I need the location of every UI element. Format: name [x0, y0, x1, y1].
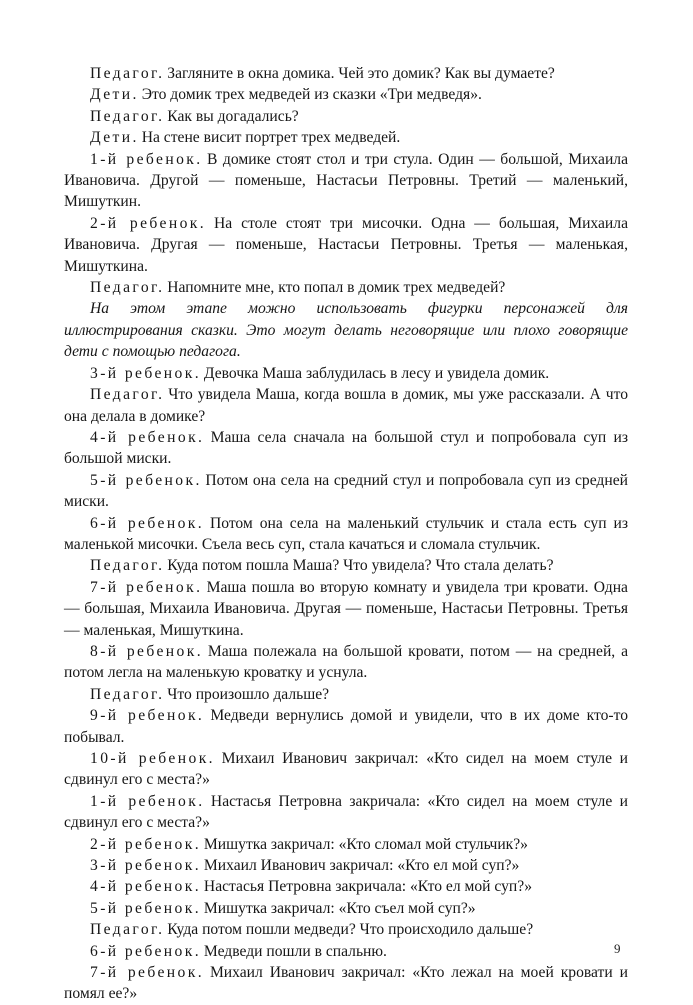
paragraph-23	[64, 876, 628, 897]
speaker-label: Педагог.	[90, 107, 165, 125]
speaker-label: 1-й ребенок.	[90, 792, 205, 810]
paragraph-text: Что увидела Маша, когда вошла в домик, мы уже рассказали. А что она делала в домике?	[64, 386, 628, 425]
paragraph-text: В домике стоят стол и три стула. Один — большой, Михаила Ивановича. Другой — поменьше, Настасьи Петровны. Третий — маленький, Мишуткин.	[64, 150, 628, 211]
paragraph-text: Маша пошла во вторую комнату и увидела три кровати. Одна — большая, Михаила Ивановича. Другая — поменьше, Настасьи Петровны. Третья — маленькая, Мишуткина.	[64, 578, 628, 639]
speaker-label: Педагог.	[90, 921, 165, 939]
paragraph-2	[64, 84, 628, 105]
speaker-label: 4-й ребенок.	[90, 428, 205, 446]
paragraph-22	[64, 855, 628, 876]
speaker-label: 1-й ребенок.	[90, 150, 203, 168]
paragraph-15	[64, 577, 628, 641]
speaker-label: 9-й ребенок.	[90, 707, 205, 725]
speaker-label: Педагог.	[90, 279, 165, 297]
paragraph-20	[64, 791, 628, 834]
paragraph-text: Потом она села на средний стул и попробовала суп из средней миски.	[64, 471, 628, 511]
paragraph-text: Загляните в окна домика. Чей это домик? Как вы думаете?	[163, 65, 555, 82]
paragraph-text: Медведи пошли в спальню.	[200, 942, 387, 960]
speaker-label: 3-й ребенок.	[90, 364, 202, 382]
page-number: 9	[614, 941, 621, 956]
speaker-label: 6-й ребенок.	[90, 942, 202, 960]
speaker-label: 6-й ребенок.	[90, 514, 205, 532]
speaker-label: Дети.	[90, 86, 139, 104]
paragraph-text: Михаил Иванович закричал: «Кто ел мой суп?»	[200, 857, 520, 875]
paragraph-text: Потом она села на маленький стульчик и стала есть суп из маленькой мисочки. Съела весь суп, стала качаться и сломала стульчик.	[64, 514, 628, 553]
speaker-label: Педагог.	[90, 386, 165, 404]
paragraph-text: Михаил Иванович закричал: «Кто лежал на моей кровати и помял ее?»	[64, 964, 628, 1003]
paragraph-3	[64, 106, 628, 127]
paragraph-16	[64, 641, 628, 684]
speaker-label: 7-й ребенок.	[90, 964, 205, 982]
paragraph-text: Куда потом пошли медведи? Что происходило дальше?	[163, 921, 534, 939]
paragraph-24	[64, 898, 628, 919]
paragraph-6	[64, 213, 628, 277]
paragraph-13	[64, 513, 628, 556]
paragraph-text: Это домик трех медведей из сказки «Три медведя».	[137, 86, 482, 104]
dialogue-text	[64, 63, 628, 1005]
paragraph-25	[64, 919, 628, 940]
speaker-label: Педагог.	[90, 557, 165, 575]
paragraph-text: Напомните мне, кто попал в домик трех медведей?	[163, 279, 506, 297]
speaker-label: 5-й ребенок.	[90, 471, 202, 489]
paragraph-19	[64, 748, 628, 791]
paragraph-text: Маша села сначала на большой стул и попробовала суп из большой миски.	[64, 428, 628, 468]
paragraph-text: Медведи вернулись домой и увидели, что в их доме кто-то побывал.	[64, 707, 628, 746]
paragraph-text: Настасья Петровна закричала: «Кто сидел на моем стуле и сдвинул его с места?»	[64, 792, 628, 832]
paragraph-12	[64, 470, 628, 513]
paragraph-text: На стене висит портрет трех медведей.	[137, 129, 401, 147]
paragraph-text: Девочка Маша заблудилась в лесу и увидела домик.	[200, 364, 550, 382]
speaker-label: 8-й ребенок.	[90, 642, 203, 660]
paragraph-10	[64, 384, 628, 427]
paragraph-text: Настасья Петровна закричала: «Кто ел мой суп?»	[200, 878, 532, 896]
speaker-label: 5-й ребенок.	[90, 899, 202, 917]
speaker-label: 2-й ребенок.	[90, 214, 207, 232]
paragraph-text: Маша полежала на большой кровати, потом — на средней, а потом легла на маленькую кроватку и уснула.	[64, 642, 628, 682]
speaker-label: 3-й ребенок.	[90, 857, 202, 875]
paragraph-1	[64, 63, 628, 84]
speaker-label: 4-й ребенок.	[90, 878, 202, 896]
speaker-label: Дети.	[90, 129, 139, 147]
methodical-note: На этом этапе можно использовать фигурки персонажей для иллюстрирования сказки. Это могут делать неговорящие или плохо говорящие дети с помощью педагога.	[64, 300, 628, 361]
speaker-label: 2-й ребенок.	[90, 835, 202, 853]
paragraph-14	[64, 555, 628, 576]
speaker-label: Педагог.	[90, 685, 165, 703]
paragraph-4	[64, 127, 628, 148]
paragraph-5	[64, 149, 628, 213]
paragraph-text: Куда потом пошла Маша? Что увидела? Что стала делать?	[163, 557, 554, 575]
paragraph-21	[64, 834, 628, 855]
paragraph-text: Как вы догадались?	[163, 107, 299, 125]
paragraph-11	[64, 427, 628, 470]
paragraph-text: Мишутка закричал: «Кто съел мой суп?»	[200, 899, 476, 917]
paragraph-text: На столе стоят три мисочки. Одна — большая, Михаила Ивановича. Другая — поменьше, Настасьи Петровны. Третья — маленькая, Мишуткина.	[64, 214, 628, 275]
paragraph-18	[64, 705, 628, 748]
paragraph-17	[64, 684, 628, 705]
paragraph-7	[64, 277, 628, 298]
speaker-label: Педагог.	[90, 65, 165, 82]
paragraph-9	[64, 363, 628, 384]
paragraph-text: Михаил Иванович закричал: «Кто сидел на моем стуле и сдвинул его с места?»	[64, 750, 628, 789]
speaker-label: 10-й ребенок.	[90, 750, 215, 767]
speaker-label: 7-й ребенок.	[90, 578, 203, 596]
paragraph-text: Мишутка закричал: «Кто сломал мой стульчик?»	[200, 835, 528, 853]
paragraph-27	[64, 962, 628, 1005]
paragraph-26	[64, 941, 628, 962]
paragraph-text: Что произошло дальше?	[163, 685, 330, 703]
